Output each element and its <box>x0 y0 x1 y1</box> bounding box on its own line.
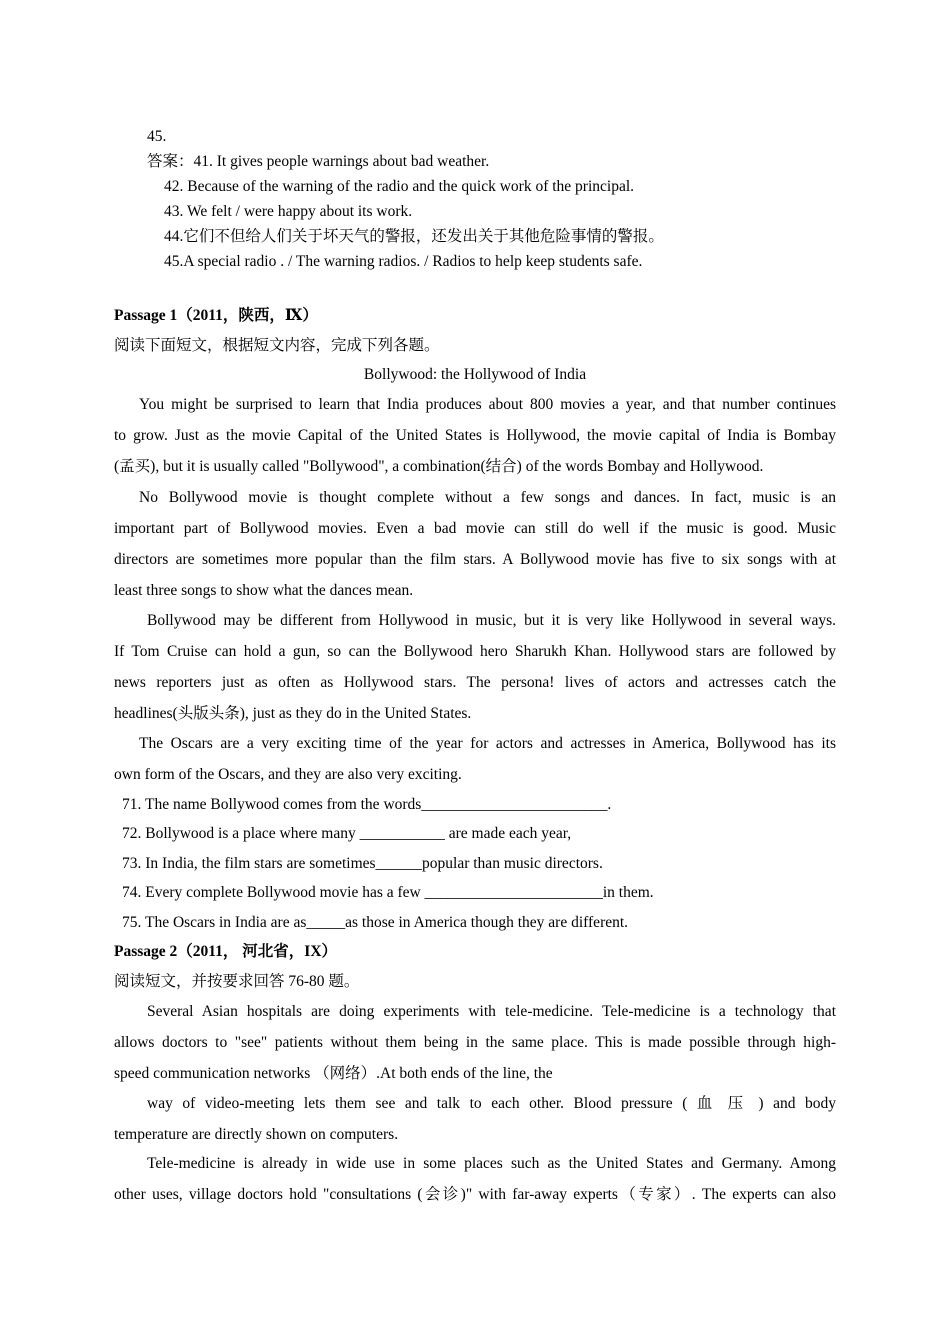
passage2-line: Several Asian hospitals are doing experiments with tele-medicine. Tele-medicine is a technology that <box>147 1003 836 1020</box>
answer-44: 44.它们不但给人们关于坏天气的警报，还发出关于其他危险事情的警报。 <box>164 228 664 245</box>
answer-42: 42. Because of the warning of the radio and the quick work of the principal. <box>164 178 635 195</box>
passage2-line: other uses, village doctors hold "consultations (会诊)" with far-away experts（专家）. The experts can also <box>114 1186 836 1203</box>
passage1-heading: Passage 1（2011，陕西，Ⅸ） <box>114 307 318 324</box>
answer-43: 43. We felt / were happy about its work. <box>164 203 413 220</box>
passage1-instruction: 阅读下面短文，根据短文内容，完成下列各题。 <box>114 337 440 354</box>
passage1-line: Bollywood may be different from Hollywood in music, but it is very like Hollywood in several ways. <box>147 612 836 629</box>
answer-45: 45.A special radio . / The warning radios. / Radios to help keep students safe. <box>164 253 643 270</box>
passage1-line: (孟买), but it is usually called "Bollywood", a combination(结合) of the words Bombay and Hollywood. <box>114 458 764 475</box>
passage1-line: news reporters just as often as Hollywood stars. The persona! lives of actors and actresses catch the <box>114 674 836 691</box>
passage1-line: directors are sometimes more popular than the film stars. A Bollywood movie has five to six songs with at <box>114 551 836 568</box>
question-74: 74. Every complete Bollywood movie has a few _______________________in them. <box>122 884 654 901</box>
passage2-line: Tele-medicine is already in wide use in some places such as the United States and Germany. Among <box>147 1155 836 1172</box>
passage1-line: headlines(头版头条), just as they do in the United States. <box>114 705 472 722</box>
passage2-instruction: 阅读短文，并按要求回答 76-80 题。 <box>114 973 360 990</box>
passage1-line: important part of Bollywood movies. Even a bad movie can still do well if the music is good. Music <box>114 520 836 537</box>
passage1-line: least three songs to show what the dances mean. <box>114 582 414 599</box>
passage2-heading: Passage 2（2011， 河北省，IX） <box>114 943 338 960</box>
answer-41: 答案：41. It gives people warnings about bad weather. <box>147 153 490 170</box>
passage2-line: speed communication networks （网络）.At both ends of the line, the <box>114 1065 553 1082</box>
passage2-line: way of video-meeting lets them see and talk to each other. Blood pressure ( 血 压 ) and body <box>147 1095 836 1112</box>
passage2-line: temperature are directly shown on computers. <box>114 1126 399 1143</box>
question-45-label: 45. <box>147 128 167 145</box>
passage1-line: The Oscars are a very exciting time of the year for actors and actresses in America, Bollywood has its <box>139 735 836 752</box>
passage1-line: You might be surprised to learn that India produces about 800 movies a year, and that number continues <box>139 396 836 413</box>
passage1-line: If Tom Cruise can hold a gun, so can the Bollywood hero Sharukh Khan. Hollywood stars are followed by <box>114 643 836 660</box>
passage1-line: own form of the Oscars, and they are also very exciting. <box>114 766 462 783</box>
question-71: 71. The name Bollywood comes from the words________________________. <box>122 796 612 813</box>
question-72: 72. Bollywood is a place where many ___________ are made each year, <box>122 825 572 842</box>
passage2-line: allows doctors to "see" patients without them being in the same place. This is made possible through high- <box>114 1034 836 1051</box>
passage1-line: No Bollywood movie is thought complete without a few songs and dances. In fact, music is an <box>139 489 836 506</box>
question-75: 75. The Oscars in India are as_____as those in America though they are different. <box>122 914 629 931</box>
question-73: 73. In India, the film stars are sometimes______popular than music directors. <box>122 855 603 872</box>
passage1-title: Bollywood: the Hollywood of India <box>363 366 587 383</box>
passage1-line: to grow. Just as the movie Capital of the United States is Hollywood, the movie capital of India is Bombay <box>114 427 836 444</box>
